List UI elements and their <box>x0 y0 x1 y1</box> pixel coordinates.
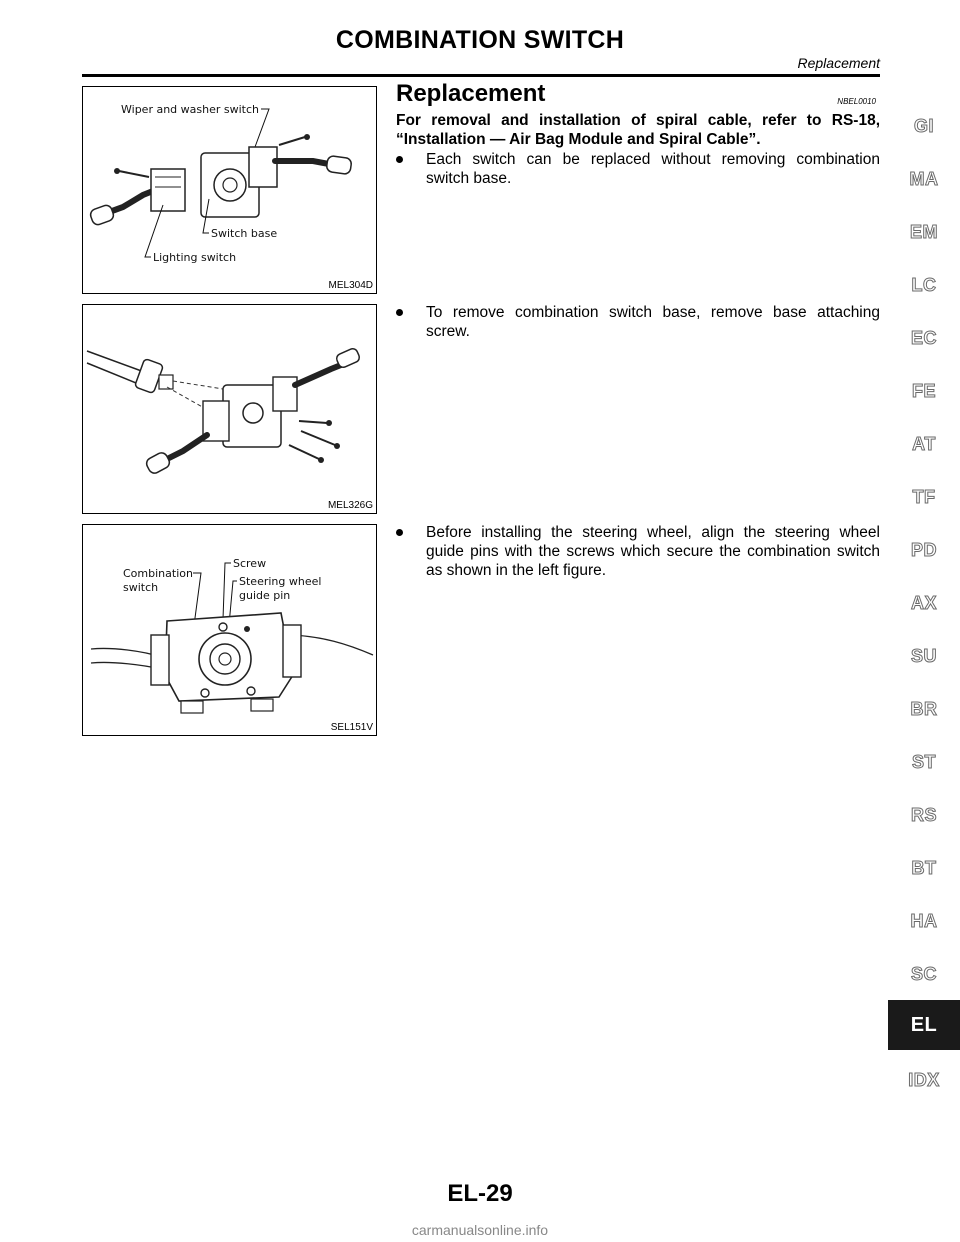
bullet-icon <box>396 156 403 163</box>
side-tab-br[interactable]: BR <box>910 699 938 719</box>
bullet-icon <box>396 529 403 536</box>
bullet-text: To remove combination switch base, remove base attaching screw. <box>426 304 880 340</box>
bullet-text: Before installing the steering wheel, align the steering wheel guide pins with the screws which secure the combination switch as shown in the left figure. <box>426 524 880 579</box>
side-tab-tf[interactable]: TF <box>912 487 936 507</box>
label-lighting-switch: Lighting switch <box>153 251 237 264</box>
bullet-item <box>396 303 880 341</box>
bullet-icon <box>396 309 403 316</box>
label-switch-base: Switch base <box>211 227 278 240</box>
figure-code: MEL304D <box>328 280 373 291</box>
bullet-item <box>396 150 880 188</box>
watermark: carmanualsonline.info <box>411 1222 549 1238</box>
guide-pin-alignment-illustration <box>83 525 376 735</box>
page-header-subtitle: Replacement <box>797 55 880 71</box>
side-tab-bt[interactable]: BT <box>911 858 937 878</box>
figure-guide-pin-alignment <box>82 524 377 736</box>
label-screw: Screw <box>233 557 267 570</box>
side-tab-em[interactable]: EM <box>910 222 938 242</box>
switch-base-removal-illustration <box>83 305 376 513</box>
side-tab-el-active[interactable]: EL <box>888 1000 960 1050</box>
side-tab-su[interactable]: SU <box>910 646 937 666</box>
side-tab-ma[interactable]: MA <box>909 169 939 189</box>
page-number: EL-29 <box>447 1180 513 1207</box>
figure-switch-base-removal <box>82 304 377 514</box>
label-guide-pin-line2: guide pin <box>239 589 291 602</box>
intro-paragraph: For removal and installation of spiral cable, refer to RS-18, “Installation — Air Bag Module and Spiral Cable”. <box>396 112 880 148</box>
label-combination-switch-line1: Combination <box>123 567 193 580</box>
page-header-title: COMBINATION SWITCH <box>335 26 625 54</box>
side-tab-sc[interactable]: SC <box>910 964 937 984</box>
side-tab-ha[interactable]: HA <box>910 911 938 931</box>
section-code: NBEL0010 <box>837 97 876 106</box>
figure-code: MEL326G <box>327 500 373 511</box>
side-tab-st[interactable]: ST <box>911 752 936 772</box>
side-tab-ax[interactable]: AX <box>910 593 937 613</box>
bullet-text: Each switch can be replaced without removing combination switch base. <box>426 151 880 187</box>
side-tab-at[interactable]: AT <box>912 434 936 454</box>
side-tab-rs[interactable]: RS <box>910 805 937 825</box>
side-tab-ec[interactable]: EC <box>910 328 937 348</box>
bullet-item <box>396 523 880 580</box>
label-guide-pin-line1: Steering wheel <box>239 575 322 588</box>
header-divider <box>82 74 880 77</box>
label-wiper-washer-switch: Wiper and washer switch <box>121 103 259 116</box>
side-tab-fe[interactable]: FE <box>911 381 936 401</box>
side-tab-gi[interactable]: GI <box>913 116 934 136</box>
figure-switch-parts <box>82 86 377 294</box>
switch-parts-illustration <box>83 87 376 293</box>
side-tab-pd[interactable]: PD <box>910 540 937 560</box>
label-combination-switch-line2: switch <box>123 581 159 594</box>
side-tab-idx[interactable]: IDX <box>908 1070 940 1090</box>
figure-code: SEL151V <box>330 722 373 733</box>
side-tab-lc[interactable]: LC <box>911 275 937 295</box>
section-title: Replacement <box>396 80 546 107</box>
